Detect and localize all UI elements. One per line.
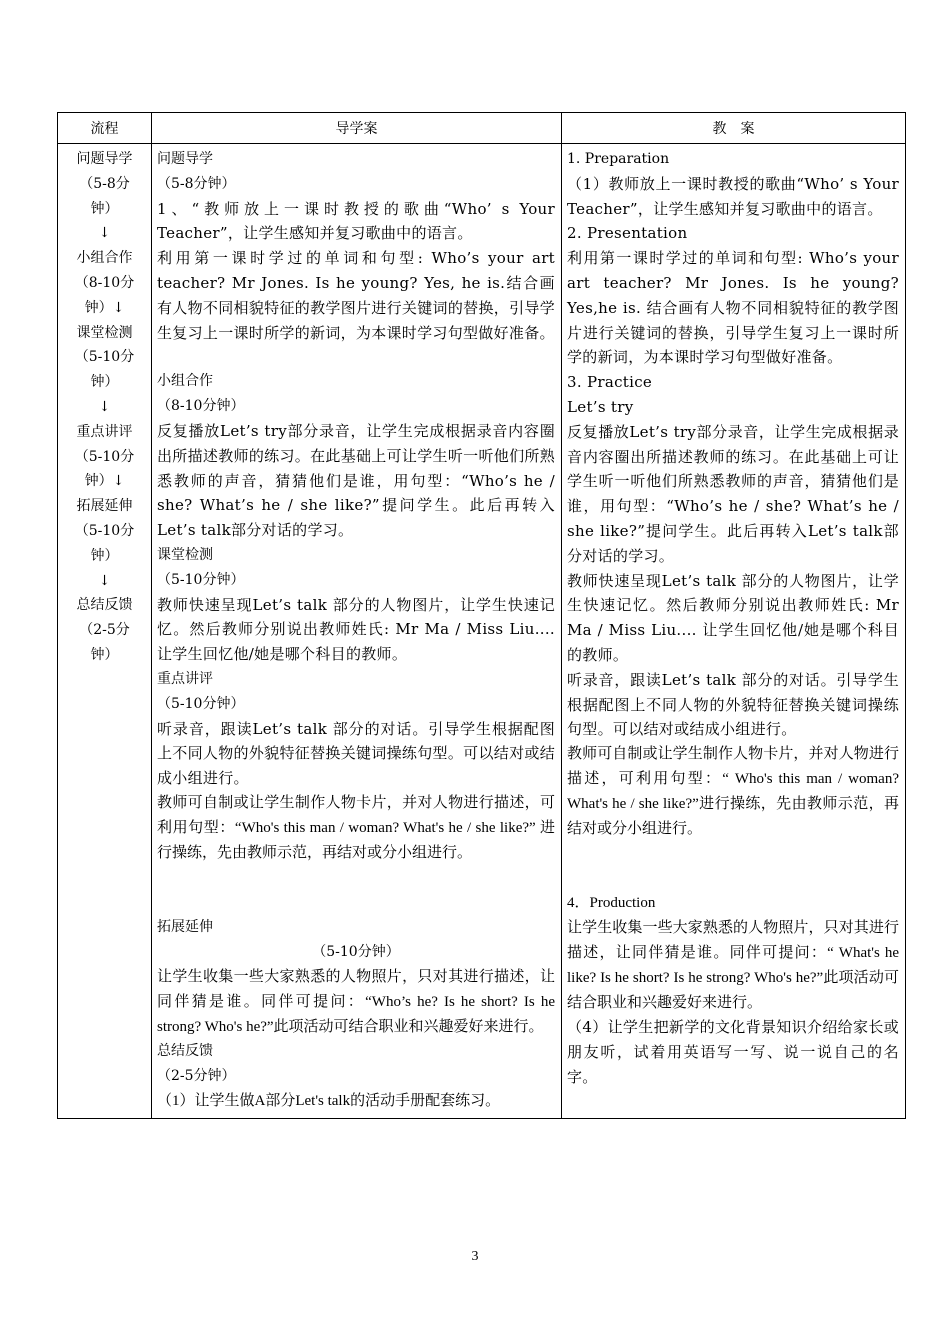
- guide-s5-title: 拓展延伸: [157, 919, 213, 936]
- flow-step: （5-10分: [74, 448, 135, 465]
- guide-s3-time: （5-10分钟）: [157, 571, 245, 588]
- plan-p3-title: 3. Practice: [567, 373, 653, 392]
- guide-s4-title: 重点讲评: [157, 670, 213, 687]
- flow-step: （2-5分: [79, 622, 130, 639]
- flow-step: 重点讲评: [76, 423, 133, 440]
- plan-p2-title: 2. Presentation: [567, 224, 688, 243]
- guide-s3-p1: 教师快速呈现Let’s talk 部分的人物图片，让学生快速记忆。然后教师分别说出教师姓氏: Mr Ma / Miss Liu.... 让学生回忆他/她是哪个科目的教师。: [157, 595, 555, 664]
- flow-step: （5-10分: [74, 522, 135, 539]
- guide-s2-p1: 反复播放Let’s try部分录音，让学生完成根据录音内容圈出所描述教师的练习。在此基础上可让学生听一听他们所熟悉教师的声音，猜猜他们是谁，用句型：“Who’s he / she? What’s he / she like?”提问学生。此后再转入Let’s talk部分对话的学习。: [157, 421, 555, 540]
- guide-s4-p2: 教师可自制或让学生制作人物卡片，并对人物进行描述，可利用句型：“Who's this man / woman? What's he / she like?” 进行操练，先由教师示范，再结对或分小组进行。: [157, 794, 555, 861]
- flow-step: （5-8分: [79, 175, 130, 192]
- guide-s5-time: （5-10分钟）: [312, 944, 400, 961]
- plan-p3-text3: 听录音，跟读Let’s talk 部分的对话。引导学生根据配图上不同人物的外貌特征替换关键词操练句型。可以结对或结成小组进行。: [567, 670, 899, 739]
- flow-step: （5-10分: [74, 349, 135, 366]
- flow-step: 钟）: [90, 547, 119, 564]
- plan-p4-title: 4．Production: [567, 895, 656, 912]
- guide-s2-title: 小组合作: [157, 373, 213, 390]
- guide-s5-p1: 让学生收集一些大家熟悉的人物照片，只对其进行描述，让同伴猜是谁。同伴可提问：“Who’s he? Is he short? Is he strong? Who's he?”此项活动可结合职业和兴趣爱好来进行。: [157, 968, 555, 1035]
- plan-p3-text2: 教师快速呈现Let’s talk 部分的人物图片，让学生快速记忆。然后教师分别说出教师姓氏: Mr Ma / Miss Liu.... 让学生回忆他/她是哪个科目的教师。: [567, 571, 899, 664]
- plan-p2-text: 利用第一课时学过的单词和句型: Who’s your art teacher? Mr Jones. Is he young?Yes,he is. 结合画有人物不同相貌特征的教学图片进行关键词的替换，引导学生复习上一课时所学的新词，为本课时学习句型做好准备。: [567, 249, 899, 367]
- page-number: 3: [471, 1249, 479, 1264]
- guide-s1-title: 问题导学: [157, 151, 213, 167]
- flow-step: 小组合作: [76, 250, 133, 267]
- flow-step: 拓展延伸: [76, 498, 133, 515]
- plan-p3-sub: Let’s try: [567, 397, 634, 416]
- header-row: [58, 113, 906, 144]
- flow-step: 钟）↓: [84, 299, 125, 316]
- flow-step: 钟）: [90, 374, 119, 391]
- plan-column: [562, 144, 906, 1119]
- flow-step: （8-10分: [74, 274, 135, 291]
- guide-s4-p1: 听录音，跟读Let’s talk 部分的对话。引导学生根据配图上不同人物的外貌特征替换关键词操练句型。可以结对或结成小组进行。: [157, 719, 555, 788]
- plan-p4-text: 让学生收集一些大家熟悉的人物照片，只对其进行描述，让同伴猜是谁。同伴可提问：“ What's he like? Is he short? Is he strong? Who's he?”此项活动可结合职业和兴趣爱好来进行。: [567, 920, 899, 1011]
- flow-step: 钟）: [90, 200, 119, 217]
- guide-column: [152, 144, 562, 1119]
- plan-p5-text: （4）让学生把新学的文化背景知识介绍给家长或朋友听，试着用英语写一写、说一说自己的名字。: [567, 1018, 899, 1086]
- flow-step: ↓: [98, 225, 111, 242]
- content-row: [58, 144, 906, 1119]
- plan-p1-title: 1. Preparation: [567, 151, 670, 167]
- lesson-plan-table: [57, 112, 906, 1119]
- flow-column: [58, 144, 152, 1119]
- guide-s1-p1: 1、“教师放上一课时教授的歌曲“Who’ s Your Teacher”，让学生感知并复习歌曲中的语言。: [157, 199, 555, 243]
- guide-s4-time: （5-10分钟）: [157, 695, 245, 712]
- header-guide: 导学案: [152, 113, 562, 144]
- guide-s6-p1: （1）让学生做A部分Let's talk的活动手册配套练习。: [157, 1092, 501, 1109]
- plan-p1-text: （1）教师放上一课时教授的歌曲“Who’ s Your Teacher”，让学生感知并复习歌曲中的语言。: [567, 174, 899, 218]
- header-plan: 教 案: [562, 113, 906, 144]
- flow-step: 钟）: [90, 646, 119, 663]
- flow-step: ↓: [98, 398, 111, 415]
- header-flow: 流程: [58, 113, 152, 144]
- guide-s3-title: 课堂检测: [157, 546, 213, 563]
- flow-list: [58, 144, 151, 668]
- guide-s2-time: （8-10分钟）: [157, 398, 245, 415]
- plan-p3-text4: 教师可自制或让学生制作人物卡片，并对人物进行描述，可利用句型：“ Who's this man / woman? What's he / she like?”进行操练，先由教师示范，再结对或分小组进行。: [567, 746, 899, 837]
- plan-p3-text1: 反复播放Let’s try部分录音，让学生完成根据录音内容圈出所描述教师的练习。在此基础上可让学生听一听他们所熟悉教师的声音，猜猜他们是谁，用句型：“Who’s he / she? What’s he / she like?”提问学生。此后再转入Let’s talk部分对话的学习。: [567, 422, 899, 565]
- guide-s1-time: （5-8分钟）: [157, 175, 236, 192]
- flow-step: ↓: [98, 572, 111, 589]
- guide-s6-title: 总结反馈: [157, 1043, 213, 1060]
- flow-step: 课堂检测: [76, 324, 133, 341]
- flow-step: 总结反馈: [76, 597, 133, 614]
- guide-s6-time: （2-5分钟）: [157, 1068, 236, 1085]
- guide-s1-p2: 利用第一课时学过的单词和句型: Who’s your art teacher? Mr Jones. Is he young? Yes, he is.结合画有人物不同相貌特征的教学图片进行关键词的替换，引导学生复习上一课时所学的新词，为本课时学习句型做好准备。: [157, 249, 555, 342]
- flow-step: 问题导学: [76, 151, 133, 167]
- flow-step: 钟）↓: [84, 473, 125, 490]
